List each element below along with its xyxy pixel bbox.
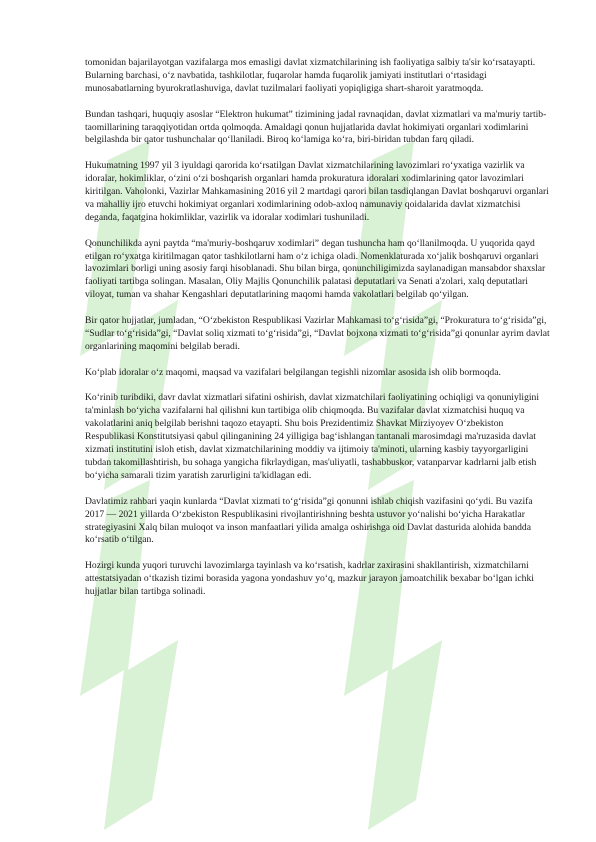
- paragraph: Hozirgi kunda yuqori turuvchi lavozimlarga tayinlash va ko‘rsatish, kadrlar zaxirasini shakllantirish, xizmatchilarni attestatsiyadan o‘tkazish tizimi borasida yagona yondashuv yo‘q, mazkur jarayon jamoatchilik bexabar bo‘lgan ichki hujjatlar bilan tartibga solinadi.: [85, 560, 534, 598]
- paragraph: Ko‘rinib turibdiki, davr davlat xizmatlari sifatini oshirish, davlat xizmatchilari faoliyatining ochiqligi va qonuniyligini ta'minlash bo‘yicha vazifalarni hal qilishni kun tartibiga olib chiqmoqda. Bu vazifalar davlat xizmatchisi huquq va vakolatlarini aniq belgilab berishni taqozo etayapti. Shu bois Prezidentimiz Shavkat Mirziyoyev O‘zbekiston Respublikasi Konstitutsiyasi qabul qilinganining 24 yilligiga bag‘ishlangan tantanali marosimdagi ma'ruzasida davlat xizmati institutini isloh etish, davlat xizmatchilarining moddiy va ijtimoiy ta'minoti, ularning kasbiy tayyorgarligini tubdan takomillashtirish, bu sohaga yangicha fikrlaydigan, mas'uliyatli, tashabbuskor, vatanparvar kadrlarni jalb etish bo‘yicha samarali tizim yaratish zarurligini ta'kidlagan edi.: [85, 392, 540, 481]
- paragraph: Bundan tashqari, huquqiy asoslar “Elektron hukumat” tizimining jadal ravnaqidan, davlat xizmatlari va ma'muriy tartib-taomillarining taraqqiyotidan ortda qolmoqda. Amaldagi qonun hujjatlarida davlat hokimiyati organlari xodimlarini belgilashda bir qator tushunchalar qo‘llaniladi. Biroq ko‘lamiga ko‘ra, biri-biridan tubdan farq qiladi.: [85, 108, 547, 146]
- paragraph: Ko‘plab idoralar o‘z maqomi, maqsad va vazifalari belgilangan tegishli nizomlar asosida ish olib bormoqda.: [85, 366, 501, 378]
- paragraph: Davlatimiz rahbari yaqin kunlarda “Davlat xizmati to‘g‘risida”gi qonunni ishlab chiqish vazifasini qo‘ydi. Bu vazifa 2017 — 2021 yillarda O‘zbekiston Respublikasini rivojlantirishning beshta ustuvor yo‘nalishi bo‘yicha Harakatlar strategiyasini Xalq bilan muloqot va inson manfaatlari yilida amalga oshirishga oid Davlat dasturida alohida bandda ko‘rsatib o‘tilgan.: [85, 495, 533, 546]
- paragraph: Hukumatning 1997 yil 3 iyuldagi qarorida ko‘rsatilgan Davlat xizmatchilarining lavozimlari ro‘yxatiga vazirlik va idoralar, hokimliklar, o‘zini o‘zi boshqarish organlari hamda prokuratura idoralari xodimlarining qator lavozimlari kiritilgan. Vaholonki, Vazirlar Mahkamasining 2016 yil 2 martdagi qarori bilan tasdiqlangan Davlat boshqaruvi organlari va mahalliy ijro etuvchi hokimiyat organlari xodimlarining odob-axloq namunaviy qoidalarida davlat xizmatchisi deganda, faqatgina hokimliklar, vazirlik va idoralar xodimlari tushuniladi.: [85, 160, 549, 223]
- paragraph: tomonidan bajarilayotgan vazifalarga mos emasligi davlat xizmatchilarining ish faoliyatiga salbiy ta'sir ko‘rsatayapti. Bularning barchasi, o‘z navbatida, tashkilotlar, fuqarolar hamda fuqarolik jamiyati institutlari o‘rtasidagi munosabatlarning byurokratlashuviga, davlat tuzilmalari faoliyati yopiqligiga shart-sharoit yaratmoqda.: [85, 57, 536, 94]
- paragraph: Bir qator hujjatlar, jumladan, “O‘zbekiston Respublikasi Vazirlar Mahkamasi to‘g‘risida”gi, “Prokuratura to‘g‘risida”gi, “Sudlar to‘g‘risida”gi, “Davlat soliq xizmati to‘g‘risida”gi, “Davlat bojxona xizmati to‘g‘risida”gi qonunlar ayrim davlat organlarining maqomini belgilab beradi.: [85, 315, 550, 352]
- paragraph: Qonunchilikda ayni paytda “ma'muriy-boshqaruv xodimlari” degan tushuncha ham qo‘llanilmoqda. U yuqorida qayd etilgan ro‘yxatga kiritilmagan qator tashkilotlarni ham o‘z ichiga oladi. Nomenklaturada xo‘jalik boshqaruvi organlari lavozimlari borligi uning asosiy farqi hisoblanadi. Shu bilan birga, qonunchiligimizda saylanadigan mansabdor shaxslar faoliyati tartibga solingan. Masalan, Oliy Majlis Qonunchilik palatasi deputatlari va Senati a'zolari, xalq deputatlari viloyat, tuman va shahar Kengashlari deputatlarining maqomi hamda vakolatlari belgilab qo‘yilgan.: [85, 237, 546, 301]
- document-body: [85, 57, 553, 612]
